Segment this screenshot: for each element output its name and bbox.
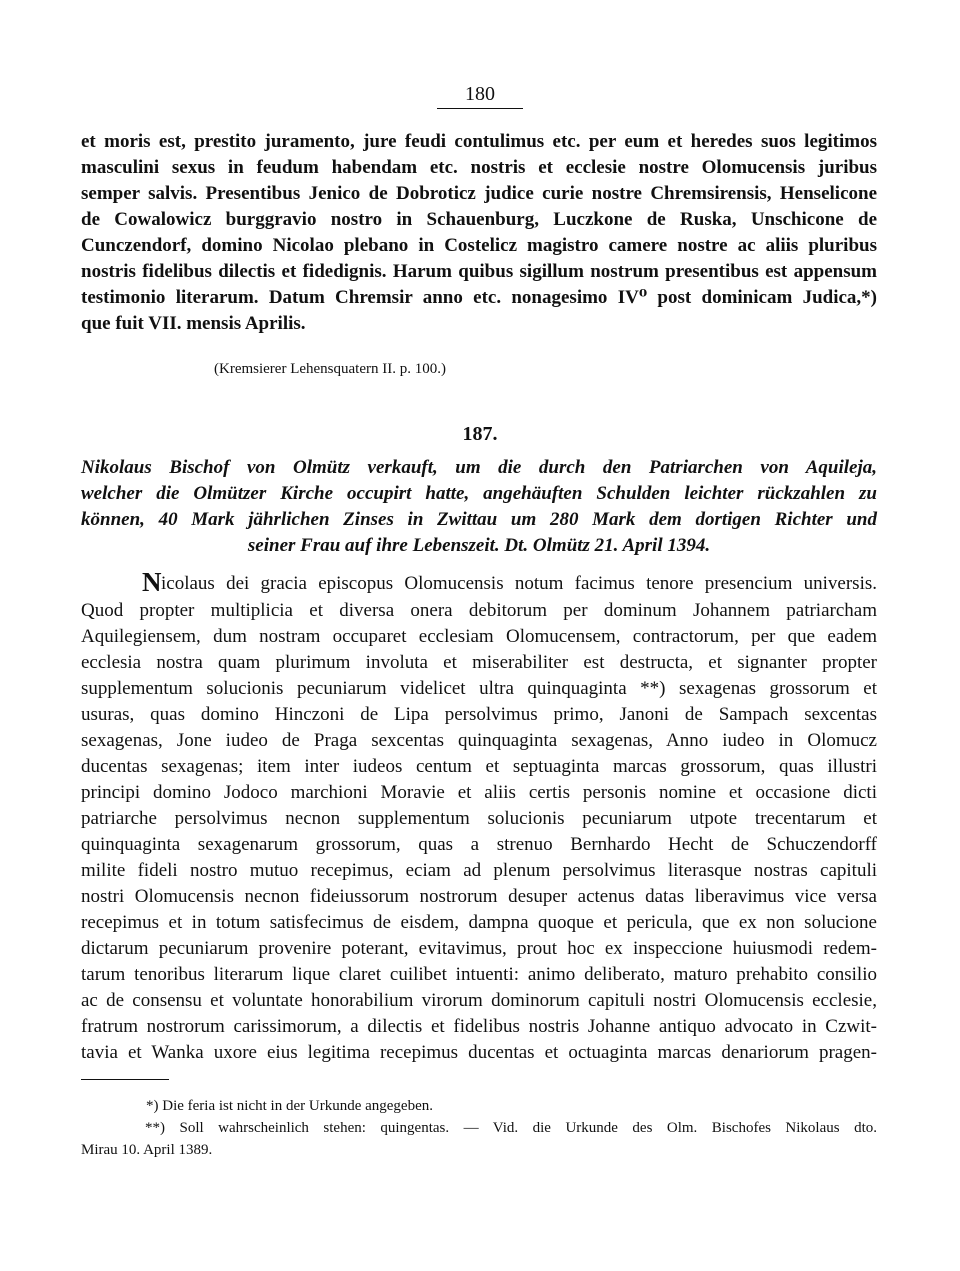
continuation-line: semper salvis. Presentibus Jenico de Dobroticz judice curie nostre Chremsirensis, Henselicone xyxy=(81,183,877,204)
summary-line: seiner Frau auf ihre Lebenszeit. Dt. Olmütz 21. April 1394. xyxy=(247,535,711,556)
footnote-2-text-continued: Mirau 10. April 1389. xyxy=(81,1142,213,1158)
footnote-rule xyxy=(81,1079,169,1080)
continuation-line: masculini sexus in feudum habendam etc. nostris et ecclesie nostre Olomucensis juribus xyxy=(81,157,877,178)
body-line: quinquaginta sexagenarum grossorum, quas a strenuo Bernhardo Hecht de Schuczendorff xyxy=(81,834,877,855)
summary-line: können, 40 Mark jährlichen Zinses in Zwittau um 280 Mark dem dortigen Richter und xyxy=(81,509,877,530)
body-line: patriarche persolvimus necnon supplementum solucionis pecuniarum utpote trecentarum et xyxy=(81,808,877,829)
continuation-line: nostris fidelibus dilectis et fidedignis. Harum quibus sigillum nostrum presentibus est appensum xyxy=(81,261,877,282)
body-line: fratrum nostrorum carissimorum, a dilectis et fidelibus nostris Johanne antiquo advocato in Czwit- xyxy=(81,1016,877,1037)
body-line: Quod propter multiplicia et diversa onera debitorum per dominum Johannem patriarcham xyxy=(81,600,877,621)
body-line: sexagenas, Jone iudeo de Praga sexcentas quinquaginta sexagenas, Anno iudeo in Olomucz xyxy=(81,730,877,751)
summary-line: Nikolaus Bischof von Olmütz verkauft, um die durch den Patriarchen von Aquileja, xyxy=(81,457,877,478)
summary-line: welcher die Olmützer Kirche occupirt hatte, angehäuften Schulden leichter rückzahlen zu xyxy=(81,483,877,504)
footnote-1 xyxy=(81,1095,877,1117)
first-line-text: icolaus dei gracia episcopus Olomucensis notum facimus tenore presencium universis. xyxy=(161,573,877,594)
body-line: tarum tenoribus literarum lique claret cuilibet intuenti: animo deliberato, maturo prehabito consilio xyxy=(81,964,877,985)
continuation-line: que fuit VII. mensis Aprilis. xyxy=(81,313,306,334)
body-line: Aquilegiensem, dum nostram occuparet ecclesiam Olomucensem, contractorum, per que eadem xyxy=(81,626,877,647)
continuation-line: testimonio literarum. Datum Chremsir anno etc. nonagesimo IV⁰ post dominicam Judica,*) xyxy=(81,287,877,308)
body-first-line xyxy=(142,567,877,597)
body-line: milite fideli nostro mutuo recepimus, eciam ad plenum persolvimus literasque nostras capituli xyxy=(81,860,877,881)
footnote-2 xyxy=(81,1117,877,1139)
page-number-rule xyxy=(437,108,523,109)
body-line: ecclesia nostra quam plurimum involuta et miserabiliter est destructa, et signanter propter xyxy=(81,652,877,673)
continuation-line: et moris est, prestito juramento, jure feudi contulimus etc. per eum et heredes suos legitimos xyxy=(81,131,877,152)
footnote-1-text: *) Die feria ist nicht in der Urkunde angegeben. xyxy=(146,1098,433,1114)
body-line: nostri Olomucensis necnon fideiussorum nostrorum desuper actenus datas liberavimus vice versa xyxy=(81,886,877,907)
page-number: 180 xyxy=(465,83,495,105)
body-line: principi domino Jodoco marchioni Moravie et aliis certis personis nomine et occasione dicti xyxy=(81,782,877,803)
footnote-2-continued xyxy=(81,1139,877,1161)
source-citation: (Kremsierer Lehensquatern II. p. 100.) xyxy=(214,361,446,377)
continuation-line: Cunczendorf, domino Nicolao plebano in Costelicz magistro camere nostre ac aliis pluribus xyxy=(81,235,877,256)
body-line: usuras, quas domino Hinczoni de Lipa persolvimus primo, Janoni de Sampach sexcentas xyxy=(81,704,877,725)
continuation-line: de Cowalowicz burggravio nostro in Schauenburg, Luczkone de Ruska, Unschicone de xyxy=(81,209,877,230)
body-line: tavia et Wanka uxore eius legitima recepimus ducentas et octuaginta marcas denariorum pragen- xyxy=(81,1042,877,1063)
body-line: recepimus et in totum satisfecimus de eisdem, dampna quoque et pericula, que ex non solucione xyxy=(81,912,877,933)
body-line: ducentas sexagenas; item inter iudeos centum et septuaginta marcas grossorum, quas illustri xyxy=(81,756,877,777)
footnote-2-text: **) Soll wahrscheinlich stehen: quingentas. — Vid. die Urkunde des Olm. Bischofes Nikolaus dto. xyxy=(145,1120,877,1136)
body-line: supplementum solucionis pecuniarum videlicet ultra quinquaginta **) sexagenas grossorum et xyxy=(81,678,877,699)
document-number: 187. xyxy=(462,423,498,445)
body-line: ac de consensu et voluntate honorabilium virorum dominorum capituli nostri Olomucensis ecclesie, xyxy=(81,990,877,1011)
body-line: dictarum pecuniarum provenire poterant, evitavimus, prout hoc ex inspeccione huiusmodi redem- xyxy=(81,938,877,959)
initial-letter: N xyxy=(142,567,161,597)
